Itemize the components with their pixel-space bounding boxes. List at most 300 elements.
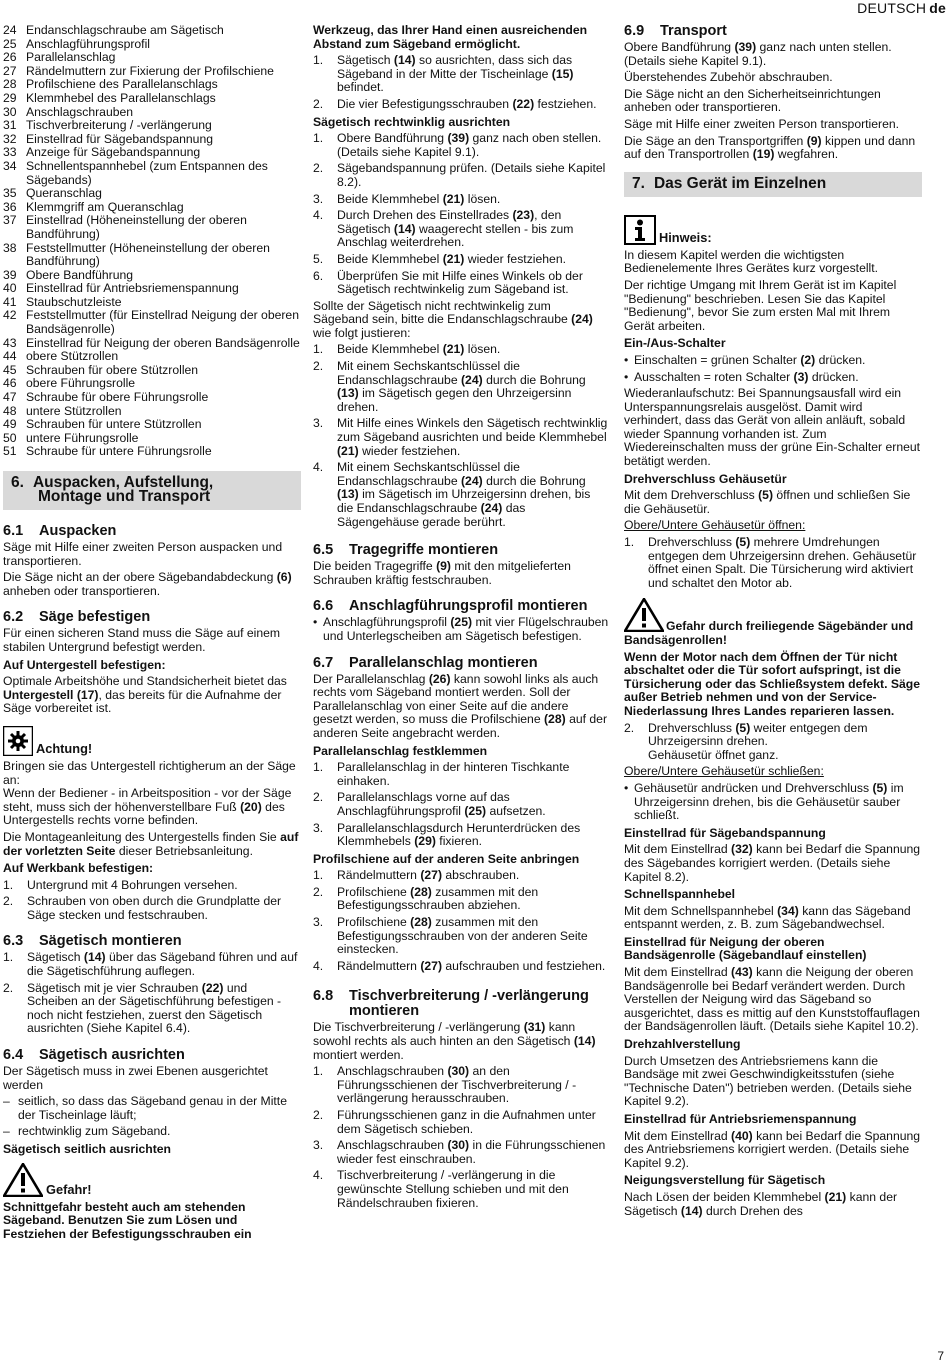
subheading: Einstellrad für Sägebandspannung — [624, 825, 826, 840]
ref: (39) — [734, 40, 757, 54]
part-number: 45 — [3, 362, 17, 377]
parts-list-item — [3, 160, 301, 187]
text: kann bei Bedarf die Spannung des Antriebsriemens korrigiert werden. (Details siehe Kapitel 9.2). — [624, 1128, 921, 1170]
part-label: Queranschlag — [26, 186, 102, 201]
chapter-6-heading — [3, 471, 301, 510]
list-item — [313, 1109, 609, 1136]
text: Die Säge nicht an der obere Sägebandabdeckung — [3, 570, 277, 585]
list-text — [337, 360, 609, 414]
dash: – — [3, 1094, 10, 1109]
text: Ausschalten = roten Schalter — [634, 369, 794, 384]
text: kann sowohl links als auch rechts vom Sägeband montiert werden. Soll der Parallelanschlag von einer Seite auf die andere gesetzt werden, so muss die Profilschiene — [313, 671, 599, 727]
section-number: 6.7 — [313, 654, 334, 671]
paragraph — [624, 966, 922, 1034]
part-number: 32 — [3, 131, 17, 146]
ref: (13) — [337, 386, 359, 401]
subheading: Sägetisch seitlich ausrichten — [3, 1142, 171, 1156]
text: Nach Lösen der beiden Klemmhebel — [624, 1189, 825, 1204]
text: Die Montageanleitung des Untergestells finden Sie — [3, 829, 281, 844]
section-title: Tragegriffe montieren — [349, 542, 499, 559]
list-text — [337, 1065, 609, 1106]
text: Der Parallelanschlag — [313, 671, 429, 686]
list-text — [337, 193, 609, 207]
column-3 — [624, 24, 922, 1221]
text: Mit Hilfe eines Winkels den Sägetisch rechtwinklig zum Sägeband ausrichten und beide Klemmhebel — [337, 416, 608, 445]
part-label: obere Führungsrolle — [26, 376, 136, 391]
part-label: Feststellmutter (Höheneinstellung der oberen Bandführung) — [26, 240, 270, 269]
part-number: 44 — [3, 349, 17, 364]
list-number: 4. — [313, 958, 324, 973]
list-item — [313, 162, 609, 189]
ref: (22) — [512, 96, 535, 111]
paragraph — [3, 831, 301, 858]
ref: (28) — [410, 884, 432, 899]
list-number: 1. — [313, 760, 324, 775]
text: Mit dem Drehverschluss — [624, 488, 759, 503]
section-6-2-heading — [3, 610, 301, 625]
ref: (5) — [758, 488, 774, 503]
parts-list-item — [3, 187, 301, 201]
section-title: Auspacken — [39, 523, 117, 539]
ref: (43) — [731, 965, 753, 980]
paragraph — [3, 571, 301, 598]
parts-list-item — [3, 364, 301, 378]
note-label: Gefahr! — [46, 1181, 92, 1197]
part-label: Anzeige für Sägebandspannung — [26, 145, 201, 160]
ref: (9) — [806, 133, 822, 148]
part-label: Anschlagführungsprofil — [26, 36, 150, 51]
section-6-4-heading — [3, 1048, 301, 1063]
column-2 — [313, 24, 609, 1213]
section-6-7-heading — [313, 656, 609, 671]
dash-text: rechtwinklig zum Sägeband. — [18, 1124, 171, 1139]
paragraph: Säge mit Hilfe einer zweiten Person auspacken und transportieren. — [3, 540, 283, 568]
ref: (22) — [201, 980, 224, 995]
part-label: obere Stützrollen — [26, 349, 119, 364]
text: Mit dem Einstellrad — [624, 842, 732, 857]
ref: (9) — [436, 559, 451, 574]
part-label: Schrauben für obere Stützrollen — [26, 362, 199, 377]
text: Rändelmuttern — [337, 868, 421, 883]
text: kann die Neigung der oberen Bandsägenrolle bei Bedarf verändert werden. Durch Verstellen der Neigung wird das Sägeband so ausgerichtet, dass es mittig auf den Kunststoffauflagen der Bandsägenrollen läuft. (Details siehe Kapitel 10.2). — [624, 965, 920, 1034]
list-number: 1. — [313, 1064, 324, 1079]
info-icon — [624, 215, 656, 245]
ref: (21) — [442, 191, 465, 206]
paragraph — [624, 843, 922, 884]
bullet-item — [624, 371, 922, 385]
text: Sägetisch — [27, 950, 84, 965]
ref: (28) — [410, 915, 432, 930]
paragraph — [624, 1130, 922, 1171]
part-number: 42 — [3, 308, 17, 323]
paragraph — [624, 41, 922, 68]
text: Mit einem Sechskantschlüssel die Endanschlagschraube — [337, 460, 520, 488]
parts-list-item — [3, 282, 301, 296]
text: kippen und dann auf den Transportrollen — [624, 133, 916, 162]
parts-list-item — [3, 377, 301, 391]
gefahr-note — [3, 1163, 301, 1197]
parts-list-item — [3, 269, 301, 283]
ref: (19) — [752, 147, 775, 162]
subheading — [624, 936, 922, 963]
bullet-text — [634, 371, 922, 385]
text: auf der anderen Seite angebracht werden. — [313, 712, 608, 740]
text: weiter entgegen dem Uhrzeigersinn drehen. — [648, 720, 868, 749]
bullet-item — [624, 782, 922, 823]
ref: (24) — [461, 372, 483, 387]
section-title-line1: Tischverbreiterung / -verlängerung — [349, 988, 589, 1005]
list-text: Überprüfen Sie mit Hilfe eines Winkels ob der Sägetisch rechtwinkelig zum Sägeband ist. — [337, 268, 583, 297]
part-label: untere Stützrollen — [26, 403, 122, 418]
part-label: untere Führungsrolle — [26, 430, 139, 445]
text: Anschlagschrauben — [337, 1064, 448, 1079]
part-label: Endanschlagschraube am Sägetisch — [26, 23, 224, 37]
parts-list-item — [3, 350, 301, 364]
part-number: 36 — [3, 199, 17, 214]
list-number: 2. — [313, 884, 324, 899]
parts-list-item — [3, 445, 301, 459]
parts-list-item — [3, 214, 301, 241]
paragraph: In diesem Kapitel werden die wichtigsten Bedienelemente Ihres Gerätes kurz vorgestellt. — [624, 247, 879, 276]
dash: – — [3, 1124, 10, 1139]
part-label: Feststellmutter (für Einstellrad Neigung der oberen Bandsägenrolle) — [26, 308, 299, 337]
parts-list-item — [3, 78, 301, 92]
list-item — [313, 193, 609, 207]
ref: (28) — [544, 712, 566, 727]
paragraph: Der Sägetisch muss in zwei Ebenen ausgerichtet werden — [3, 1064, 268, 1092]
ref: (24) — [480, 501, 503, 515]
list-number: 3. — [313, 1138, 324, 1153]
section-number: 6.1 — [3, 523, 24, 539]
text: Die Säge an den Transportgriffen — [624, 133, 807, 148]
list-number: 1. — [3, 950, 14, 965]
section-6-8-heading — [313, 989, 609, 1019]
list-number: 2. — [313, 96, 324, 111]
section-title: Anschlagführungsprofil montieren — [349, 598, 588, 615]
parts-list-item — [3, 337, 301, 351]
text: durch die Bohrung — [482, 372, 586, 387]
part-label: Parallelanschlag — [26, 50, 116, 65]
list-number: 6. — [313, 268, 324, 283]
text: Die Tischverbreiterung / -verlängerung — [313, 1020, 524, 1035]
subheading: Drehzahlverstellung — [624, 1037, 741, 1052]
text: montiert werden. — [313, 1047, 404, 1062]
ref: (14) — [83, 950, 106, 965]
part-label: Rändelmuttern zur Fixierung der Profilschiene — [26, 63, 274, 78]
list-item — [313, 253, 609, 267]
bullet-text — [323, 616, 609, 643]
text: aufsetzen. — [486, 803, 546, 818]
paragraph: Durch Umsetzen des Antriebsriemens kann die Bandsäge mit zwei Geschwindigkeitsstufen (siehe "Technische Daten") betrieben werden. (Details siehe Kapitel 9.2). — [624, 1053, 912, 1109]
text: Wenn der Bediener - in Arbeitsposition - vor der Säge steht, muss sich der höhenverstellbare Fuß — [3, 786, 292, 814]
ref: (26) — [428, 671, 451, 686]
chapter-number: 7. — [632, 174, 645, 192]
list-item — [3, 879, 301, 893]
list-item — [3, 895, 301, 922]
paragraph: Bringen sie das Untergestell richtigherum an der Säge an: — [3, 758, 296, 787]
section-6-6-heading — [313, 599, 609, 614]
text: wieder festziehen. — [358, 443, 461, 458]
parts-list-item — [3, 432, 301, 446]
list-text: Führungsschienen ganz in die Aufnahmen unter dem Sägetisch schieben. — [337, 1108, 596, 1136]
text: in die Führungsschienen wieder fest einschrauben. — [337, 1138, 606, 1166]
text: kann bei Bedarf die Spannung des Sägebandes korrigiert werden. (Details siehe Kapitel 8.2). — [624, 842, 921, 884]
list-text: Schrauben von oben durch die Grundplatte der Säge stecken und festschrauben. — [27, 894, 282, 922]
text: lösen. — [464, 342, 501, 357]
text: kann das Sägeband entspannt werden, z. B. zum Sägebandwechsel. — [624, 903, 911, 932]
text: und Scheiben an der Sägetischführung befestigen - noch nicht festziehen, zuerst den Sägetisch ausrichten (Siehe Kapitel 6.4). — [27, 980, 282, 1036]
part-number: 30 — [3, 104, 17, 119]
page-number: 7 — [937, 1349, 944, 1363]
text: Obere Bandführung — [337, 131, 448, 146]
note-label: Hinweis: — [659, 229, 712, 245]
list-item — [3, 982, 301, 1036]
part-label: Klemmgriff am Queranschlag — [26, 199, 184, 214]
parts-list-item — [3, 38, 301, 52]
section-number: 6.2 — [3, 609, 24, 626]
bullet-text — [634, 782, 922, 823]
list-text — [337, 916, 609, 957]
text: Einstellrad für Neigung der oberen — [624, 934, 825, 949]
list-number: 3. — [313, 915, 324, 930]
chapter-title-line1: Auspacken, Aufstellung, — [32, 474, 214, 491]
section-number: 6.4 — [3, 1047, 24, 1064]
part-number: 33 — [3, 145, 17, 160]
bullet-item — [313, 616, 609, 643]
list-text — [337, 132, 609, 159]
part-number: 50 — [3, 430, 17, 445]
text: mehrere Umdrehungen entgegen dem Uhrzeigersinn drehen. Gehäusetür öffnet einen Spalt. Die Türsicherung wird aktiviert und schaltet den Motor ab. — [648, 535, 917, 590]
list-number: 2. — [313, 790, 324, 805]
ref: (14) — [393, 221, 416, 236]
paragraph: Die Säge nicht an den Sicherheitseinrichtungen anheben oder transportieren. — [624, 86, 881, 115]
ref: (24) — [571, 312, 593, 327]
part-number: 35 — [3, 186, 17, 201]
text: durch Drehen des — [702, 1203, 803, 1218]
header-language: DEUTSCH — [857, 0, 927, 16]
part-number: 37 — [3, 213, 17, 228]
list-item — [3, 951, 301, 978]
list-number: 1. — [313, 53, 324, 68]
text: mit den mitgelieferten Schrauben kräftig festschrauben. — [313, 559, 571, 587]
list-text: Sägebandspannung prüfen. (Details siehe Kapitel 8.2). — [337, 161, 606, 189]
part-number: 38 — [3, 240, 17, 255]
text: Obere Bandführung — [624, 40, 735, 54]
bullet: • — [624, 369, 629, 384]
part-label: Obere Bandführung — [26, 267, 134, 282]
list-item — [313, 1169, 609, 1210]
list-item — [313, 54, 609, 95]
ref: (27) — [420, 868, 443, 883]
list-item — [313, 209, 609, 250]
part-number: 28 — [3, 77, 17, 92]
part-number: 49 — [3, 417, 17, 432]
ref: (15) — [551, 66, 574, 81]
list-item — [313, 916, 609, 957]
text: abschrauben. — [442, 868, 520, 883]
ref: (14) — [680, 1203, 703, 1218]
bullet: • — [313, 615, 318, 630]
text: Anschlagschrauben — [337, 1138, 448, 1153]
text: , das bereits für die Aufnahme der Säge vorbereitet ist. — [3, 687, 282, 716]
parts-list-item — [3, 119, 301, 133]
ref: (14) — [573, 1034, 596, 1049]
ref: (2) — [800, 352, 816, 367]
list-number: 3. — [313, 191, 324, 206]
text: kann der Sägetisch — [624, 1189, 898, 1218]
warning-triangle-icon — [624, 598, 664, 632]
gear-warning-icon — [3, 726, 33, 756]
paragraph — [313, 1021, 609, 1062]
list-text — [337, 253, 609, 267]
section-6-9-heading — [624, 24, 922, 39]
part-number: 41 — [3, 294, 17, 309]
text: Optimale Arbeitshöhe und Standsicherheit bietet das — [3, 674, 287, 689]
section-number: 6.5 — [313, 542, 334, 559]
paragraph: Für einen sicheren Stand muss die Säge auf einem stabilen Untergrund befestigt werden. — [3, 626, 281, 654]
list-text — [337, 960, 609, 974]
emphasis: auf der vorletzten Seite — [3, 829, 299, 858]
parts-list-item — [3, 24, 301, 38]
column-1 — [3, 24, 301, 1244]
list-number: 3. — [313, 820, 324, 835]
paragraph — [313, 300, 609, 341]
ref: (5) — [872, 780, 888, 795]
text: zusammen mit den Befestigungsschrauben von der anderen Seite einstecken. — [337, 915, 588, 957]
part-number: 39 — [3, 267, 17, 282]
section-6-5-heading — [313, 543, 609, 558]
parts-list — [3, 24, 301, 459]
chapter-title: Das Gerät im Einzelnen — [653, 174, 827, 192]
underlined-subheading: Obere/Untere Gehäusetür öffnen: — [624, 518, 806, 533]
list-item — [313, 417, 609, 458]
list-number: 2. — [624, 720, 635, 735]
ref: (5) — [735, 720, 751, 735]
section-6-1-heading — [3, 524, 301, 539]
part-number: 40 — [3, 281, 17, 296]
chapter-7-heading — [624, 172, 922, 197]
list-text — [337, 209, 609, 250]
list-item — [313, 360, 609, 414]
part-number: 25 — [3, 36, 17, 51]
parts-list-item — [3, 391, 301, 405]
part-number: 46 — [3, 376, 17, 391]
subheading: Einstellrad für Antriebsriemenspannung — [624, 1112, 857, 1126]
ref: Untergestell (17) — [3, 687, 99, 702]
subheading: Profilschiene auf der anderen Seite anbringen — [313, 851, 580, 866]
section-title: Parallelanschlag montieren — [349, 654, 538, 671]
paragraph: Säge mit Hilfe einer zweiten Person transportieren. — [624, 116, 900, 131]
dash-item — [3, 1095, 301, 1122]
text: Drehverschluss — [648, 535, 736, 550]
part-label: Schraube für obere Führungsrolle — [26, 390, 209, 405]
text: Profilschiene — [337, 915, 411, 930]
list-text — [337, 461, 609, 529]
text: Mit einem Sechskantschlüssel die Endanschlagschraube — [337, 359, 520, 387]
parts-list-item — [3, 201, 301, 215]
text: Durch Drehen des Einstellrades — [337, 208, 513, 223]
hinweis-note — [624, 215, 922, 245]
part-label: Anschlagschrauben — [26, 104, 134, 119]
ref: (5) — [735, 535, 751, 550]
list-item — [313, 270, 609, 297]
parts-list-item — [3, 242, 301, 269]
part-number: 29 — [3, 90, 17, 105]
section-title: Sägetisch montieren — [39, 933, 182, 950]
ref: (30) — [447, 1064, 470, 1079]
text: Sägetisch — [337, 53, 394, 68]
underlined-subheading: Obere/Untere Gehäusetür schließen: — [624, 764, 824, 779]
bullet: • — [624, 780, 629, 795]
text: des Untergestells rechts vorne befinden. — [3, 799, 285, 828]
text: ganz nach unten stellen. (Details siehe Kapitel 9.1). — [624, 40, 892, 68]
list-text: Parallelanschlag in der hinteren Tischkante einhaken. — [337, 760, 570, 788]
ref: (21) — [824, 1189, 847, 1204]
text: im Sägetisch gegen den Uhrzeigersinn drehen. — [337, 386, 572, 414]
text: Sägetisch mit je vier Schrauben — [27, 980, 202, 995]
text: aufschrauben und festziehen. — [442, 958, 606, 973]
text: öffnen und schließen Sie die Gehäusetür. — [624, 488, 911, 516]
text: über das Sägeband führen und auf die Sägetischführung auflegen. — [27, 950, 298, 979]
text: mit vier Flügelschrauben und Unterlegscheiben am Sägetisch befestigen. — [323, 615, 609, 643]
parts-list-item — [3, 309, 301, 336]
subheading: Sägetisch rechtwinklig ausrichten — [313, 114, 511, 129]
ref: (25) — [450, 615, 473, 630]
bullet: • — [624, 352, 629, 367]
text: waagerecht stellen - bis zum Anschlag weiterdrehen. — [337, 221, 574, 250]
section-number: 6.3 — [3, 933, 24, 950]
list-number: 1. — [313, 131, 324, 146]
text: festziehen. — [534, 96, 597, 111]
part-label: Staubschutzleiste — [26, 294, 122, 309]
section-title-line2: montieren — [349, 1003, 420, 1020]
text: Rändelmuttern — [337, 958, 421, 973]
text: Parallelanschlagsdurch Herunterdrücken des Klemmhebels — [337, 820, 581, 849]
part-label: Schrauben für untere Stützrollen — [26, 417, 202, 432]
list-item — [313, 822, 609, 849]
text: ganz nach oben stellen. (Details siehe Kapitel 9.1). — [337, 131, 602, 159]
ref: (20) — [240, 799, 262, 814]
list-text — [337, 869, 609, 883]
ref: (39) — [447, 131, 470, 146]
ref: (14) — [393, 53, 416, 68]
paragraph: Der richtige Umgang mit Ihrem Gerät ist im Kapitel "Bedienung" beschrieben. Lesen Sie das Kapitel "Bedienung", bevor Sie zum ersten Mal mit Ihrem Gerät arbeiten. — [624, 277, 897, 333]
part-number: 34 — [3, 158, 17, 173]
part-label: Tischverbreiterung / -verlängerung — [26, 118, 212, 133]
text: Die beiden Tragegriffe — [313, 559, 437, 574]
list-item — [313, 98, 609, 112]
text: Profilschiene — [337, 884, 411, 899]
text: Beide Klemmhebel — [337, 342, 443, 357]
ref: (23) — [512, 208, 535, 223]
section-number: 6.6 — [313, 598, 334, 615]
list-number: 1. — [313, 342, 324, 357]
parts-list-item — [3, 65, 301, 79]
part-label: Schraube für untere Führungsrolle — [26, 444, 212, 459]
part-label: Profilschiene des Parallelanschlags — [26, 77, 218, 92]
list-text — [337, 822, 609, 849]
list-number: 2. — [313, 1108, 324, 1122]
part-number: 26 — [3, 50, 17, 65]
text: Beide Klemmhebel — [337, 251, 443, 266]
text: lösen. — [464, 191, 501, 206]
list-text — [337, 791, 609, 818]
ref: (31) — [523, 1020, 546, 1035]
part-number: 51 — [3, 444, 17, 459]
ref: (29) — [414, 834, 436, 849]
paragraph — [624, 1191, 922, 1218]
ref: (32) — [731, 842, 753, 857]
